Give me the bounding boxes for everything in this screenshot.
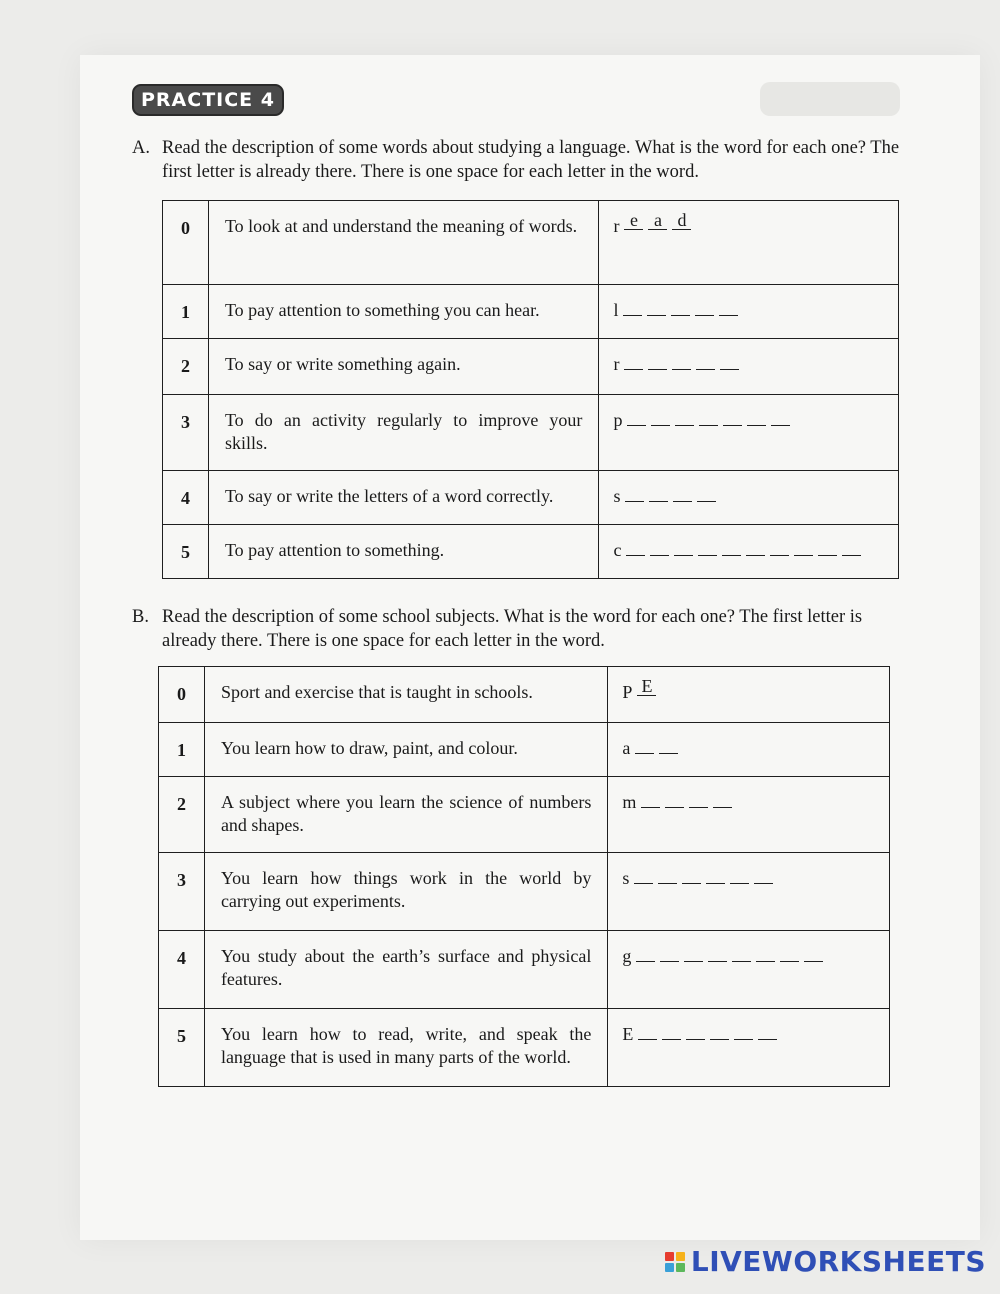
- answer-blank[interactable]: [658, 869, 677, 884]
- answer-blank[interactable]: [689, 793, 708, 808]
- exercise-row: [163, 471, 899, 525]
- item-description: You learn how to draw, paint, and colour.: [204, 723, 607, 777]
- item-number: 0: [159, 667, 205, 723]
- answer-cell[interactable]: [599, 285, 899, 339]
- liveworksheets-logo-icon: [665, 1252, 685, 1272]
- answer-blank[interactable]: [672, 355, 691, 370]
- answer-blank[interactable]: [635, 739, 654, 754]
- logo-square-red: [665, 1252, 674, 1261]
- exercise-row: [159, 777, 890, 853]
- answer-blank[interactable]: [699, 411, 718, 426]
- item-description: You learn how to read, write, and speak the language that is used in many parts of the world.: [204, 1009, 607, 1087]
- section-a-table: [162, 200, 899, 579]
- practice-badge: PRACTICE 4: [132, 84, 284, 116]
- brand-name: LIVEWORKSHEETS: [690, 1245, 986, 1278]
- answer-blank[interactable]: [626, 541, 645, 556]
- item-number: 2: [159, 777, 205, 853]
- answer-blank[interactable]: [771, 411, 790, 426]
- answer-blank[interactable]: [662, 1025, 681, 1040]
- answer-blank[interactable]: [686, 1025, 705, 1040]
- exercise-row: [163, 525, 899, 579]
- answer-cell[interactable]: [599, 525, 899, 579]
- exercise-row: [159, 853, 890, 931]
- answer-cell[interactable]: [608, 1009, 890, 1087]
- answer-blank[interactable]: [754, 869, 773, 884]
- answer-blank[interactable]: [673, 487, 692, 502]
- answer-cell[interactable]: [599, 339, 899, 395]
- answer-blank[interactable]: [695, 301, 714, 316]
- answer-blank[interactable]: [722, 541, 741, 556]
- first-letter: g: [622, 946, 632, 966]
- answer-blank[interactable]: [758, 1025, 777, 1040]
- item-number: 0: [163, 201, 209, 285]
- answer-blank[interactable]: [734, 1025, 753, 1040]
- first-letter: c: [613, 540, 622, 560]
- item-description: To pay attention to something.: [208, 525, 599, 579]
- answer-cell[interactable]: [599, 471, 899, 525]
- answer-cell[interactable]: [599, 201, 899, 285]
- answer-blank[interactable]: [732, 947, 751, 962]
- item-number: 5: [163, 525, 209, 579]
- item-number: 2: [163, 339, 209, 395]
- item-description: A subject where you learn the science of numbers and shapes.: [204, 777, 607, 853]
- answer-blank[interactable]: [684, 947, 703, 962]
- logo-square-green: [676, 1263, 685, 1272]
- answer-blank[interactable]: [665, 793, 684, 808]
- answer-blank[interactable]: [675, 411, 694, 426]
- answer-blank[interactable]: [804, 947, 823, 962]
- answer-blank[interactable]: [641, 793, 660, 808]
- answer-blank[interactable]: [636, 947, 655, 962]
- logo-square-yellow: [676, 1252, 685, 1261]
- answer-blank[interactable]: [794, 541, 813, 556]
- answer-blank[interactable]: [720, 355, 739, 370]
- answer-blank[interactable]: [627, 411, 646, 426]
- item-number: 4: [163, 471, 209, 525]
- answer-blank[interactable]: [638, 1025, 657, 1040]
- item-number: 5: [159, 1009, 205, 1087]
- exercise-row: [163, 285, 899, 339]
- answer-blank[interactable]: [780, 947, 799, 962]
- answer-blank[interactable]: [706, 869, 725, 884]
- answer-blank[interactable]: [650, 541, 669, 556]
- item-number: 3: [163, 395, 209, 471]
- section-a-letter: A.: [132, 138, 150, 158]
- answer-cell[interactable]: [608, 667, 890, 723]
- exercise-row: [159, 723, 890, 777]
- section-a-instruction: [132, 136, 907, 184]
- first-letter: l: [613, 300, 619, 320]
- answer-blank[interactable]: [713, 793, 732, 808]
- show-through-shape: [760, 82, 900, 116]
- item-description: To say or write something again.: [208, 339, 599, 395]
- answer-blank[interactable]: [625, 487, 644, 502]
- answer-cell[interactable]: [608, 853, 890, 931]
- answer-letter: d: [672, 211, 691, 230]
- exercise-row: [163, 201, 899, 285]
- answer-blank[interactable]: [634, 869, 653, 884]
- answer-blank[interactable]: [624, 355, 643, 370]
- answer-blank[interactable]: [818, 541, 837, 556]
- answer-blank[interactable]: [747, 411, 766, 426]
- answer-cell[interactable]: [599, 395, 899, 471]
- item-description: To do an activity regularly to improve your skills.: [208, 395, 599, 471]
- answer-blank[interactable]: [659, 739, 678, 754]
- first-letter: p: [613, 410, 623, 430]
- section-b-instruction: [132, 605, 907, 653]
- exercise-row: [159, 931, 890, 1009]
- item-number: 3: [159, 853, 205, 931]
- answer-blank[interactable]: [660, 947, 679, 962]
- section-b-letter: B.: [132, 607, 149, 627]
- answer-blank[interactable]: [708, 947, 727, 962]
- section-b-text: Read the description of some school subjects. What is the word for each one? The first letter is already there. There is one space for each letter in the word.: [162, 607, 863, 651]
- answer-blank[interactable]: [770, 541, 789, 556]
- answer-blank[interactable]: [697, 487, 716, 502]
- answer-blank[interactable]: [682, 869, 701, 884]
- item-number: 1: [163, 285, 209, 339]
- exercise-row: [159, 1009, 890, 1087]
- answer-blank[interactable]: [746, 541, 765, 556]
- answer-blank[interactable]: [698, 541, 717, 556]
- item-description: You learn how things work in the world by carrying out experiments.: [204, 853, 607, 931]
- liveworksheets-brand: [665, 1245, 986, 1278]
- answer-blank[interactable]: [756, 947, 775, 962]
- item-number: 4: [159, 931, 205, 1009]
- answer-blank[interactable]: [710, 1025, 729, 1040]
- first-letter: s: [622, 868, 630, 888]
- answer-cell[interactable]: [608, 723, 890, 777]
- answer-blank[interactable]: [671, 301, 690, 316]
- answer-letter: a: [648, 211, 667, 230]
- exercise-row: [163, 395, 899, 471]
- answer-blank[interactable]: [730, 869, 749, 884]
- answer-blank[interactable]: [719, 301, 738, 316]
- first-letter: s: [613, 486, 621, 506]
- answer-cell[interactable]: [608, 777, 890, 853]
- logo-square-blue: [665, 1263, 674, 1272]
- item-description: To say or write the letters of a word correctly.: [208, 471, 599, 525]
- first-letter: a: [622, 738, 631, 758]
- section-b-table: [158, 666, 890, 1087]
- answer-blank[interactable]: [696, 355, 715, 370]
- exercise-row: [163, 339, 899, 395]
- answer-blank[interactable]: [723, 411, 742, 426]
- first-letter: E: [622, 1024, 634, 1044]
- first-letter: r: [613, 354, 620, 374]
- item-description: Sport and exercise that is taught in schools.: [204, 667, 607, 723]
- section-a-text: Read the description of some words about studying a language. What is the word for each one? The first letter is already there. There is one space for each letter in the word.: [162, 138, 900, 182]
- item-number: 1: [159, 723, 205, 777]
- answer-letter: E: [637, 677, 656, 696]
- item-description: To look at and understand the meaning of words.: [208, 201, 599, 285]
- first-letter: r: [613, 216, 620, 236]
- answer-blank[interactable]: [623, 301, 642, 316]
- first-letter: P: [622, 682, 633, 702]
- answer-blank[interactable]: [842, 541, 861, 556]
- exercise-row: [159, 667, 890, 723]
- answer-blank[interactable]: [647, 301, 666, 316]
- answer-blank[interactable]: [649, 487, 668, 502]
- answer-letter: e: [624, 211, 643, 230]
- item-description: To pay attention to something you can hear.: [208, 285, 599, 339]
- item-description: You study about the earth’s surface and physical features.: [204, 931, 607, 1009]
- answer-blank[interactable]: [648, 355, 667, 370]
- answer-cell[interactable]: [608, 931, 890, 1009]
- answer-blank[interactable]: [651, 411, 670, 426]
- first-letter: m: [622, 792, 637, 812]
- answer-blank[interactable]: [674, 541, 693, 556]
